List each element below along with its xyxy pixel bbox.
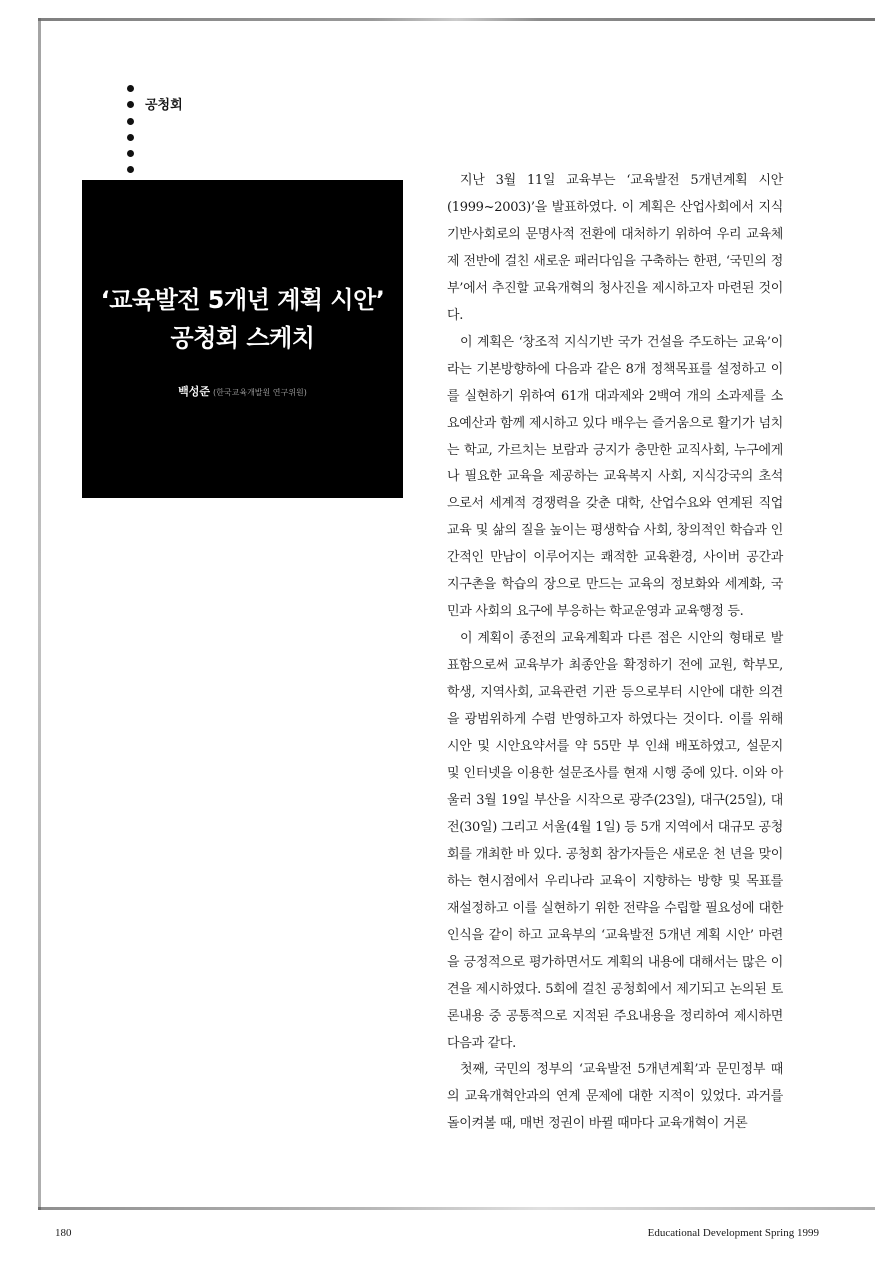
article-title-line-1: ‘교육발전 5개년 계획 시안’ [100, 286, 385, 314]
body-paragraph: 이 계획이 종전의 교육계획과 다른 점은 시안의 형태로 발표함으로써 교육부가 최종안을 확정하기 전에 교원, 학부모, 학생, 지역사회, 교육관련 기관 등으로부터 시안에 대한 의견을 광범위하게 수렴 반영하고자 하였다는 것이다. 이를 위해 시안 및 시안요약서를 약 55만 부 인쇄 배포하였고, 설문지 및 인터넷을 이용한 설문조사를 현재 시행 중에 있다. 이와 아울러 3월 19일 부산을 시작으로 광주(23일), 대구(25일), 대전(30일) 그리고 서울(4월 1일) 등 5개 지역에서 대규모 공청회를 개최한 바 있다. 공청회 참가자들은 새로운 천 년을 맞이하는 현시점에서 우리나라 교육이 지향하는 방향 및 목표를 재설정하고 이를 실현하기 위한 전략을 수립할 필요성에 대한 인식을 같이 하고 교육부의 ‘교육발전 5개년 계획 시안’ 마련을 긍정적으로 평가하면서도 계획의 내용에 대해서는 많은 이견을 제시하였다. 5회에 걸친 공청회에서 제기되고 논의된 토론내용 중 공통적으로 지적된 주요내용을 정리하여 제시하면 다음과 같다. [447, 631, 783, 1051]
journal-footer: Educational Development Spring 1999 [647, 1227, 819, 1239]
section-label: 공청회 [145, 98, 183, 113]
bullet-dot [127, 150, 134, 157]
bullet-dot [127, 118, 134, 125]
body-paragraph: 첫째, 국민의 정부의 ‘교육발전 5개년계획’과 문민정부 때의 교육개혁안과의 연계 문제에 대한 지적이 있었다. 과거를 돌이켜볼 때, 매번 정권이 바뀔 때마다 교육개혁이 거론 [447, 1062, 783, 1132]
section-bullets [127, 85, 141, 183]
page-number: 180 [55, 1227, 72, 1239]
bullet-dot [127, 101, 134, 108]
author-name: 백성준 [178, 385, 211, 398]
article-body [447, 168, 783, 1138]
body-paragraph: 지난 3월 11일 교육부는 ‘교육발전 5개년계획 시안(1999~2003)’을 발표하였다. 이 계획은 산업사회에서 지식기반사회로의 문명사적 전환에 대처하기 위하여 우리 교육체제 전반에 걸친 새로운 패러다임을 구축하는 한편, ‘국민의 정부’에서 추진할 교육개혁의 청사진을 제시하고자 마련된 것이다. [447, 173, 783, 323]
bullet-dot [127, 134, 134, 141]
article-title-line-2: 공청회 스케치 [170, 324, 315, 352]
author-byline [82, 383, 403, 399]
author-affiliation: (한국교육개발원 연구위원) [213, 388, 307, 397]
title-box [82, 180, 403, 498]
bullet-dot [127, 166, 134, 173]
scan-edge-bottom [38, 1207, 875, 1210]
scan-edge-left [38, 18, 41, 1210]
body-paragraph: 이 계획은 ‘창조적 지식기반 국가 건설을 주도하는 교육’이라는 기본방향하에 다음과 같은 8개 정책목표를 설정하고 이를 실현하기 위하여 61개 대과제와 2백여 개의 소과제를 소요예산과 함께 제시하고 있다 배우는 즐거움으로 활기가 넘치는 학교, 가르치는 보람과 긍지가 충만한 교직사회, 누구에게나 필요한 교육을 제공하는 교육복지 사회, 지식강국의 초석으로서 세계적 경쟁력을 갖춘 대학, 산업수요와 연계된 직업교육 및 삶의 질을 높이는 평생학습 사회, 창의적인 학습과 인간적인 만남이 이루어지는 쾌적한 교육환경, 사이버 공간과 지구촌을 학습의 장으로 만드는 교육의 정보화와 세계화, 국민과 사회의 요구에 부응하는 학교운영과 교육행정 등. [447, 334, 783, 620]
scan-edge-top [38, 18, 875, 21]
bullet-dot [127, 85, 134, 92]
